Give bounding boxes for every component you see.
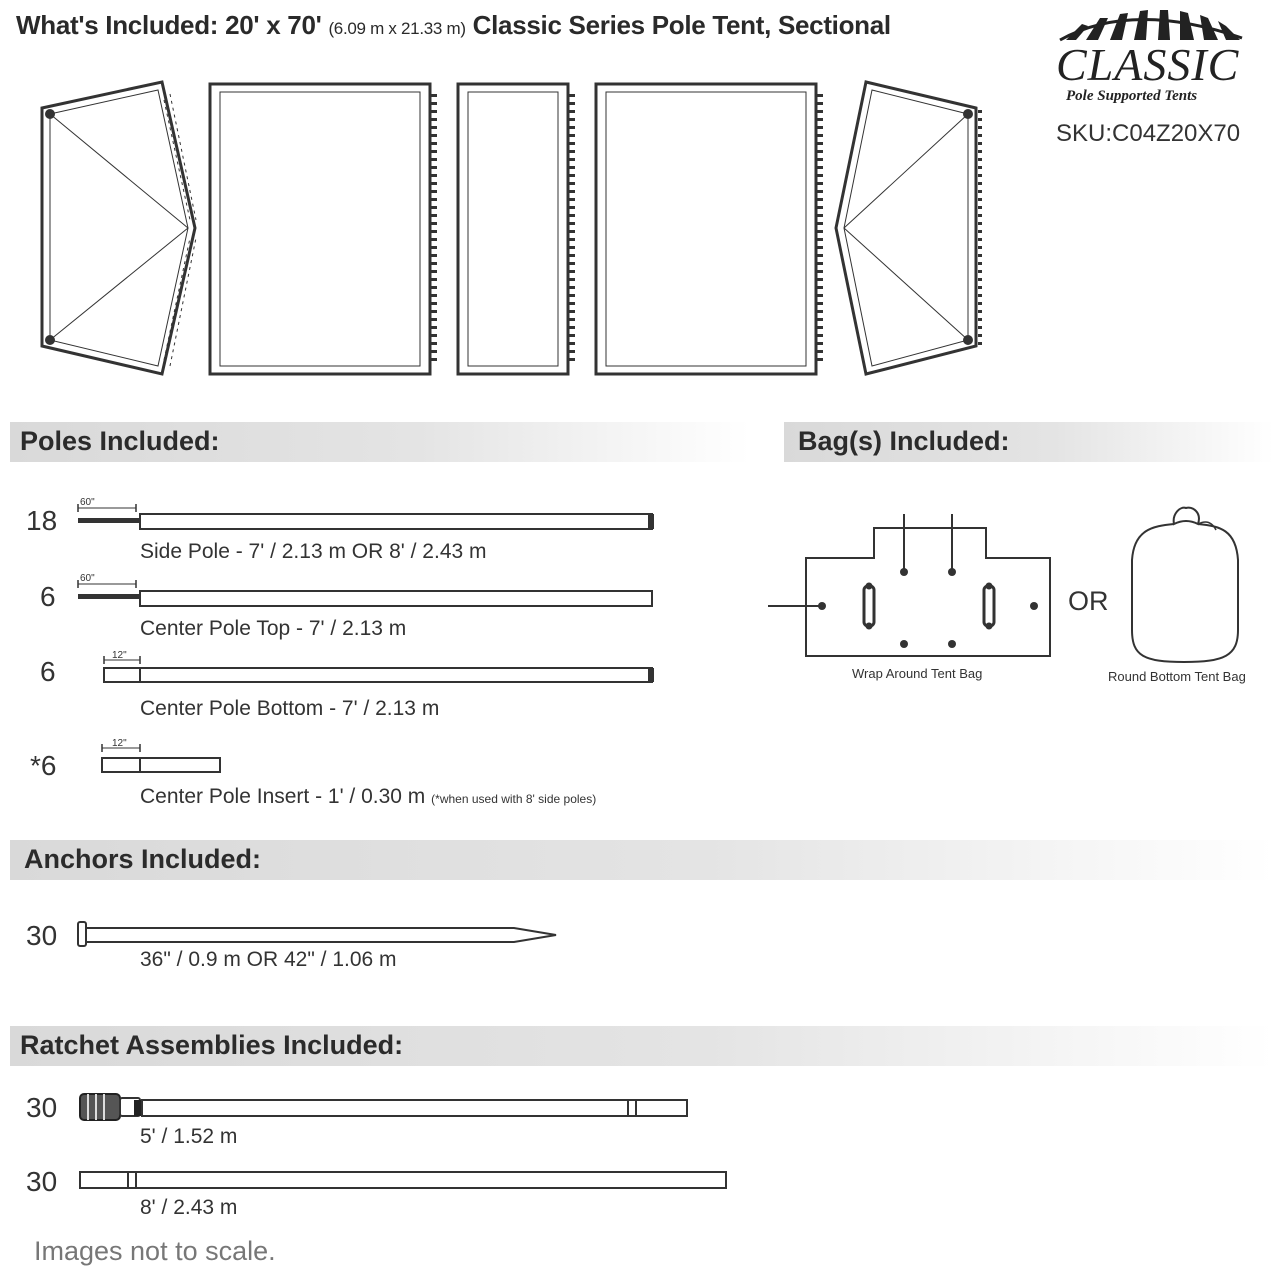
round-bottom-bag-icon	[1124, 500, 1254, 670]
scale-footnote: Images not to scale.	[34, 1236, 276, 1266]
anchor-stake-icon	[74, 920, 564, 950]
anchors-section-header	[10, 840, 1274, 880]
side-pole-qty: 18	[26, 505, 58, 536]
anchor-label: 36" / 0.9 m OR 42" / 1.06 m	[140, 948, 397, 971]
ratchet-5ft-label: 5' / 1.52 m	[140, 1125, 238, 1148]
center-pole-insert-text: Center Pole Insert - 1' / 0.30 m	[140, 785, 426, 808]
ratchet-5ft-icon	[74, 1090, 694, 1126]
page-title	[16, 10, 891, 41]
center-pole-bottom-qty: 6	[40, 656, 56, 687]
mid-section-3	[596, 84, 820, 374]
anchor-qty: 30	[26, 920, 58, 951]
wrap-around-bag-label: Wrap Around Tent Bag	[852, 666, 983, 681]
center-pole-top-icon	[74, 576, 664, 606]
tent-stripes-logo-icon	[1052, 2, 1252, 42]
mid-section-2	[458, 84, 572, 374]
end-section-right	[836, 82, 980, 374]
end-section-left	[42, 82, 196, 374]
poles-section-header	[10, 422, 750, 462]
ratchet-8ft-qty: 30	[26, 1166, 58, 1197]
poles-section-title: Poles Included:	[20, 426, 220, 456]
center-pole-insert-dim: 12"	[112, 738, 127, 749]
bags-section-header	[784, 422, 1274, 462]
center-pole-top-label: Center Pole Top - 7' / 2.13 m	[140, 617, 407, 640]
ratchet-8ft-icon	[74, 1166, 734, 1196]
center-pole-top-qty: 6	[40, 581, 56, 612]
center-pole-insert-note: (*when used with 8' side poles)	[431, 792, 597, 806]
ratchets-section-title: Ratchet Assemblies Included:	[20, 1030, 404, 1060]
round-bottom-bag-label: Round Bottom Tent Bag	[1108, 669, 1246, 684]
side-pole-dim: 60"	[80, 497, 95, 508]
bag-or-text: OR	[1068, 586, 1109, 616]
center-pole-insert-qty: *6	[30, 750, 57, 781]
center-pole-bottom-dim: 12"	[112, 650, 127, 661]
center-pole-insert-label	[140, 785, 596, 809]
center-pole-bottom-icon	[100, 650, 690, 684]
side-pole-label: Side Pole - 7' / 2.13 m OR 8' / 2.43 m	[140, 540, 487, 563]
ratchets-section-header	[10, 1026, 1274, 1066]
logo-subtitle: Pole Supported Tents	[1066, 88, 1198, 104]
center-pole-top-dim: 60"	[80, 573, 95, 584]
title-rest: Classic Series Pole Tent, Sectional	[472, 10, 891, 40]
logo-wordmark: CLASSIC	[1056, 39, 1240, 90]
mid-section-1	[210, 84, 434, 374]
center-pole-bottom-label: Center Pole Bottom - 7' / 2.13 m	[140, 697, 440, 720]
ratchet-8ft-label: 8' / 2.43 m	[140, 1196, 238, 1219]
tent-sections-diagram	[30, 70, 1030, 390]
title-main: What's Included: 20' x 70'	[16, 10, 322, 40]
anchors-section-title: Anchors Included:	[24, 844, 262, 874]
side-pole-icon	[74, 500, 664, 530]
sku-code: SKU:C04Z20X70	[1056, 120, 1241, 147]
bags-section-title: Bag(s) Included:	[798, 426, 1010, 456]
title-metric: (6.09 m x 21.33 m)	[328, 19, 466, 38]
ratchet-5ft-qty: 30	[26, 1092, 58, 1123]
wrap-around-bag-icon	[764, 508, 1064, 668]
